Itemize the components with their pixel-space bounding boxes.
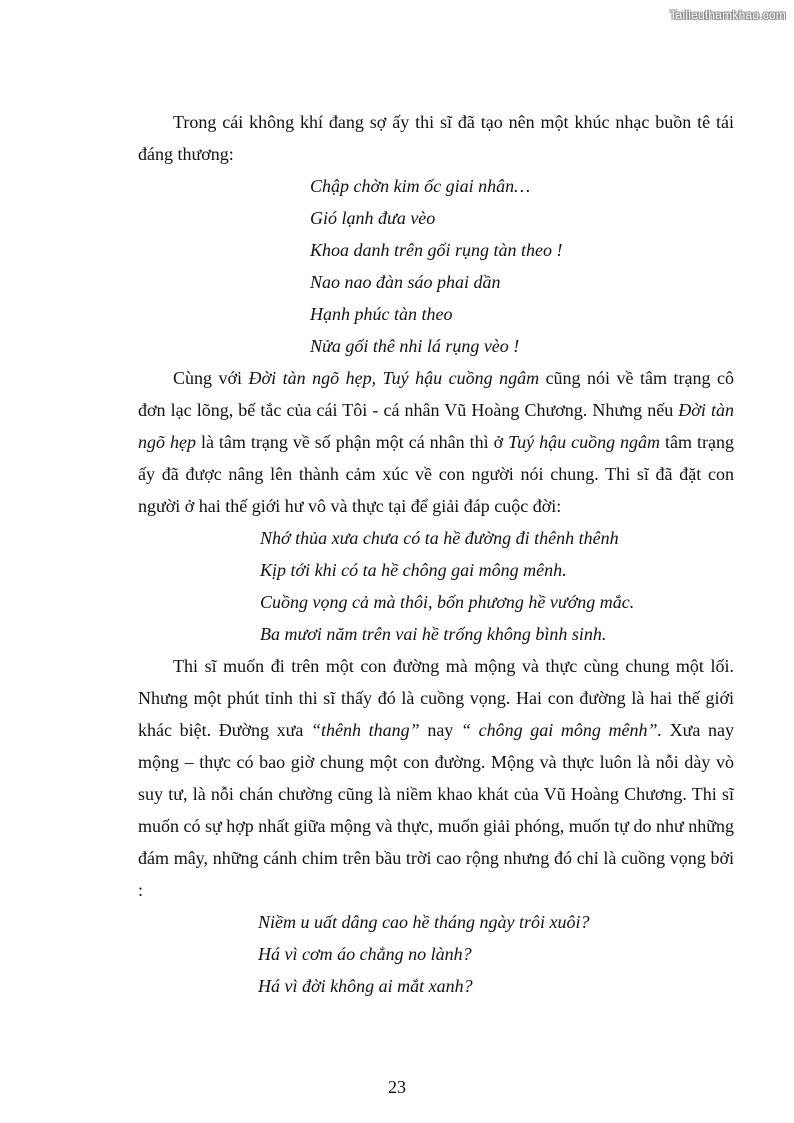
work-title: Tuý hậu cuồng ngâm [508, 432, 661, 452]
poem-line: Kịp tới khi có ta hề chông gai mông mênh. [260, 560, 567, 580]
poem-excerpt-1 [138, 170, 734, 362]
paragraph-1: Trong cái không khí đang sợ ấy thi sĩ đã tạo nên một khúc nhạc buồn tê tái đáng thương: [138, 112, 734, 164]
page-number: 23 [388, 1077, 406, 1097]
paragraph-text: Thi sĩ muốn đi trên một con đường mà mộng và thực cùng chung một lối. Nhưng một phút tỉnh thi sĩ thấy đó là cuồng vọng. Hai con đường là hai thế giới khác biệt. Đường xưa [138, 656, 734, 740]
poem-excerpt-3 [138, 906, 734, 1002]
paragraph-text: Cùng với [173, 368, 249, 388]
poem-excerpt-2 [138, 522, 734, 650]
poem-line: Nửa gối thê nhi lá rụng vèo ! [310, 336, 520, 356]
poem-line: Cuồng vọng cả mà thôi, bốn phương hề vướng mắc. [260, 592, 635, 612]
paragraph-text: là tâm trạng về số phận một cá nhân thì ở [195, 432, 509, 452]
poem-line: Gió lạnh đưa vèo [310, 208, 436, 228]
page-content [138, 106, 734, 1002]
paragraph-text: cũng nói về tâm trạng cô đơn lạc lõng, bế tắc của cái Tôi - cá nhân Vũ Hoàng Chương. Nhưng nếu [138, 368, 734, 420]
poem-line: Há vì cơm áo chẳng no lành? [258, 944, 472, 964]
poem-line: Khoa danh trên gối rụng tàn theo ! [310, 240, 563, 260]
paragraph-text: nay [419, 720, 461, 740]
poem-line: Ba mươi năm trên vai hề trống không bình sinh. [260, 624, 607, 644]
poem-line: Hạnh phúc tàn theo [310, 304, 453, 324]
paragraph-text: tâm trạng ấy đã được nâng lên thành cảm xúc về con người nói chung. Thi sĩ đã đặt con người ở hai thế giới hư vô và thực tại để giải đáp cuộc đời: [138, 432, 734, 516]
watermark: Tailieuthamkhao.com [669, 8, 786, 22]
paragraph-2 [138, 362, 734, 522]
paragraph-text: Xưa nay mộng – thực có bao giờ chung một con đường. Mộng và thực luôn là nỗi dày vò suy tư, là nỗi chán chường cũng là niềm khao khát của Vũ Hoàng Chương. Thi sĩ muốn có sự hợp nhất giữa mộng và thực, muốn giải phóng, muốn tự do như những đám mây, những cánh chim trên bầu trời cao rộng nhưng đó chỉ là cuồng vọng bởi : [138, 720, 735, 900]
poem-line: Chập chờn kim ốc giai nhân… [310, 176, 531, 196]
quote: “thênh thang” [311, 720, 420, 740]
work-title: Đời tàn ngõ hẹp [138, 400, 735, 452]
paragraph-3 [138, 650, 734, 906]
poem-line: Nao nao đàn sáo phai dần [310, 272, 501, 292]
poem-line: Há vì đời không ai mắt xanh? [258, 976, 473, 996]
work-title: Đời tàn ngõ hẹp, Tuý hậu cuồng ngâm [248, 368, 540, 388]
poem-line: Niềm u uất dâng cao hề tháng ngày trôi xuôi? [258, 912, 590, 932]
quote: “ chông gai mông mênh”. [460, 720, 662, 740]
poem-line: Nhớ thủa xưa chưa có ta hề đường đi thênh thênh [260, 528, 619, 548]
